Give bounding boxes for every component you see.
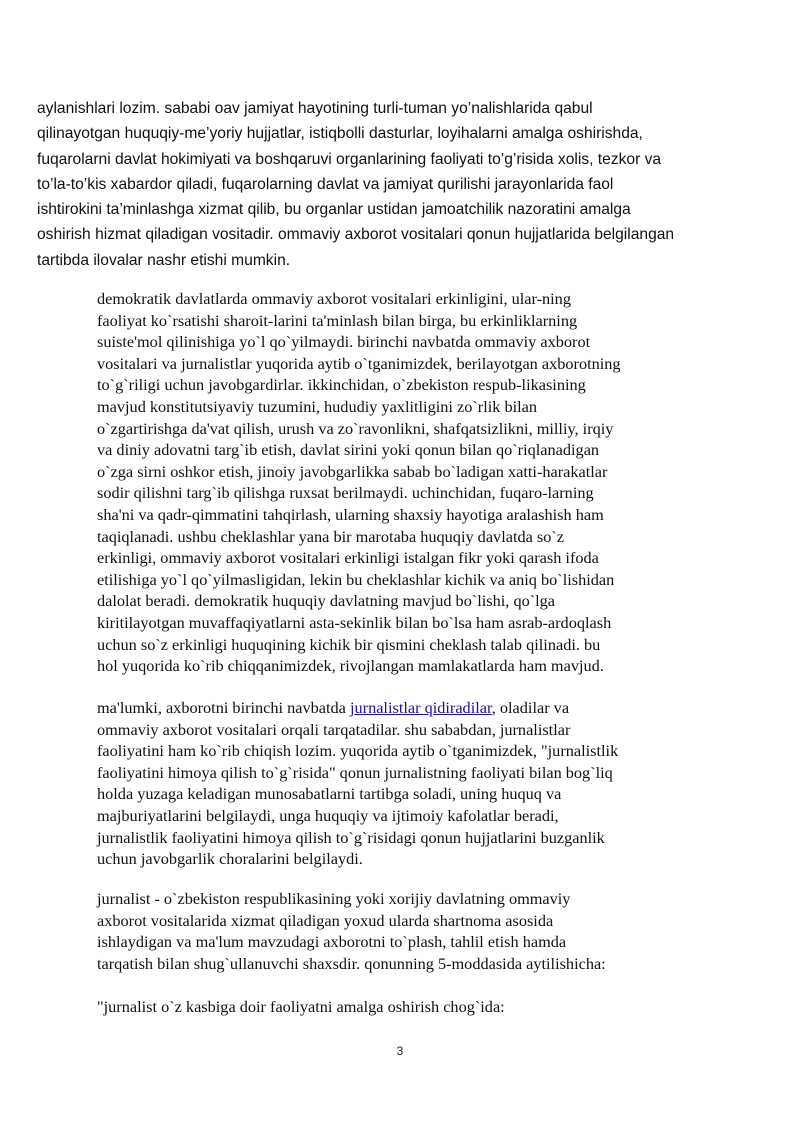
- text-line: tartibda ilovalar nashr etishi mumkin.: [37, 251, 291, 269]
- text-line: [97, 697, 737, 719]
- text-line: hol yuqorida ko`rib chiqqanimizdek, rivojlangan mamlakatlarda ham mavjud.: [97, 656, 604, 676]
- text-line: dalolat beradi. demokratik huquqiy davlatning mavjud bo`lishi, qo`lga: [97, 591, 556, 611]
- text-line: ishlaydigan va ma'lum mavzudagi axborotni to`plash, tahlil etish hamda: [97, 932, 567, 952]
- text-line: to`g`riligi uchun javobgardirlar. ikkinchidan, o`zbekiston respub-likasining: [97, 375, 586, 395]
- body-paragraph-quote-start: [97, 996, 737, 1018]
- text-line: jurnalistlik faoliyatini himoya qilish to`g`risidagi qonun hujjatlarini buzganlik: [97, 827, 605, 847]
- text-line: faoliyatini himoya qilish to`g`risida" qonun jurnalistning faoliyati bilan bog`liq: [97, 762, 613, 782]
- text-line: uchun so`z erkinligi huquqining kichik bir qismini cheklash talab qilinadi. bu: [97, 634, 601, 654]
- text-line: to’la-to’kis xabardor qiladi, fuqarolarning davlat va jamiyat qurilishi jarayonlarida faol: [37, 175, 614, 193]
- text-line: holda yuzaga keladigan munosabatlarni tartibga soladi, uning huquq va: [97, 784, 562, 804]
- text-line: suiste'mol qilinishiga yo`l qo`yilmaydi. birinchi navbatda ommaviy axborot: [97, 332, 591, 352]
- text-line: va diniy adovatni targ`ib etish, davlat sirini yoki qonun bilan qo`riqlanadigan: [97, 440, 600, 460]
- text-line: ishtirokini ta’minlashga xizmat qilib, bu organlar ustidan jamoatchilik nazoratini amalga: [37, 201, 631, 219]
- text-line: fuqarolarni davlat hokimiyati va boshqaruvi organlarining faoliyati to’g’risida xolis, tezkor va: [37, 150, 662, 168]
- text-fragment: , oladilar va: [491, 698, 570, 717]
- text-line: faoliyat ko`rsatishi sharoit-larini ta'minlash bilan birga, bu erkinliklarning: [97, 310, 578, 330]
- text-line: mavjud konstitutsiyaviy tuzumini, hududiy yaxlitligini zo`rlik bilan: [97, 396, 538, 416]
- text-line: qilinayotgan huquqiy-me’yoriy hujjatlar, istiqbolli dasturlar, loyihalarni amalga oshirishda,: [37, 125, 643, 143]
- text-line: sha'ni va qadr-qimmatini tahqirlash, ularning shaxsiy hayotiga aralashish ham: [97, 504, 604, 524]
- text-line: "jurnalist o`z kasbiga doir faoliyatni amalga oshirish chog`ida:: [97, 997, 505, 1016]
- text-line: ommaviy axborot vositalari orqali tarqatadilar. shu sababdan, jurnalistlar: [97, 719, 571, 739]
- body-paragraph-journalists: [97, 697, 737, 870]
- text-line: majburiyatlarini belgilaydi, unga huquqiy va ijtimoiy kafolatlar beradi,: [97, 805, 559, 825]
- text-line: taqiqlanadi. ushbu cheklashlar yana bir marotaba huquqiy davlatda so`z: [97, 526, 565, 546]
- journalists-search-link[interactable]: jurnalistlar qidiradilar: [349, 698, 492, 717]
- page-number: 3: [396, 1044, 404, 1058]
- text-line: jurnalist - o`zbekiston respublikasining yoki xorijiy davlatning ommaviy: [97, 889, 571, 908]
- body-paragraph-journalist-definition: [97, 888, 737, 974]
- text-line: aylanishlari lozim. sababi oav jamiyat hayotining turli-tuman yo’nalishlarida qabul: [37, 100, 593, 117]
- text-line: vositalari va jurnalistlar yuqorida aytib o`tganimizdek, berilayotgan axborotning: [97, 353, 621, 373]
- text-line: sodir qilishni targ`ib qilishga ruxsat berilmaydi. uchinchidan, fuqaro-larning: [97, 483, 594, 503]
- text-line: tarqatish bilan shug`ullanuvchi shaxsdir. qonunning 5-moddasida aytilishicha:: [97, 953, 606, 973]
- text-line: uchun javobgarlik choralarini belgilaydi.: [97, 849, 363, 869]
- text-line: axborot vositalarida xizmat qiladigan yoxud ularda shartnoma asosida: [97, 910, 554, 930]
- body-paragraph-press-limits: [97, 288, 737, 677]
- text-line: erkinligi, ommaviy axborot vositalari erkinligi istalgan fikr yoki qarash ifoda: [97, 548, 599, 568]
- text-line: oshirish hizmat qiladigan vositadir. ommaviy axborot vositalari qonun hujjatlarida belgilangan: [37, 226, 675, 244]
- text-line: demokratik davlatlarda ommaviy axborot vositalari erkinligini, ular-ning: [97, 289, 571, 308]
- text-line: faoliyatini ham ko`rib chiqish lozim. yuqorida aytib o`tganimizdek, "jurnalistlik: [97, 741, 619, 761]
- intro-paragraph: [37, 96, 765, 273]
- text-line: etilishiga yo`l qo`yilmasligidan, lekin bu cheklashlar kichik va aniq bo`lishidan: [97, 569, 615, 589]
- text-line: kiritilayotgan muvaffaqiyatlarni asta-sekinlik bilan bo`lsa ham asrab-ardoqlash: [97, 612, 612, 632]
- text-line: o`zga sirni oshkor etish, jinoiy javobgarlikka sabab bo`ladigan xatti-harakatlar: [97, 461, 608, 481]
- text-line: o`zgartirishga da'vat qilish, urush va zo`ravonlikni, shafqatsizlikni, milliy, irqiy: [97, 418, 614, 438]
- text-fragment: ma'lumki, axborotni birinchi navbatda: [97, 698, 350, 717]
